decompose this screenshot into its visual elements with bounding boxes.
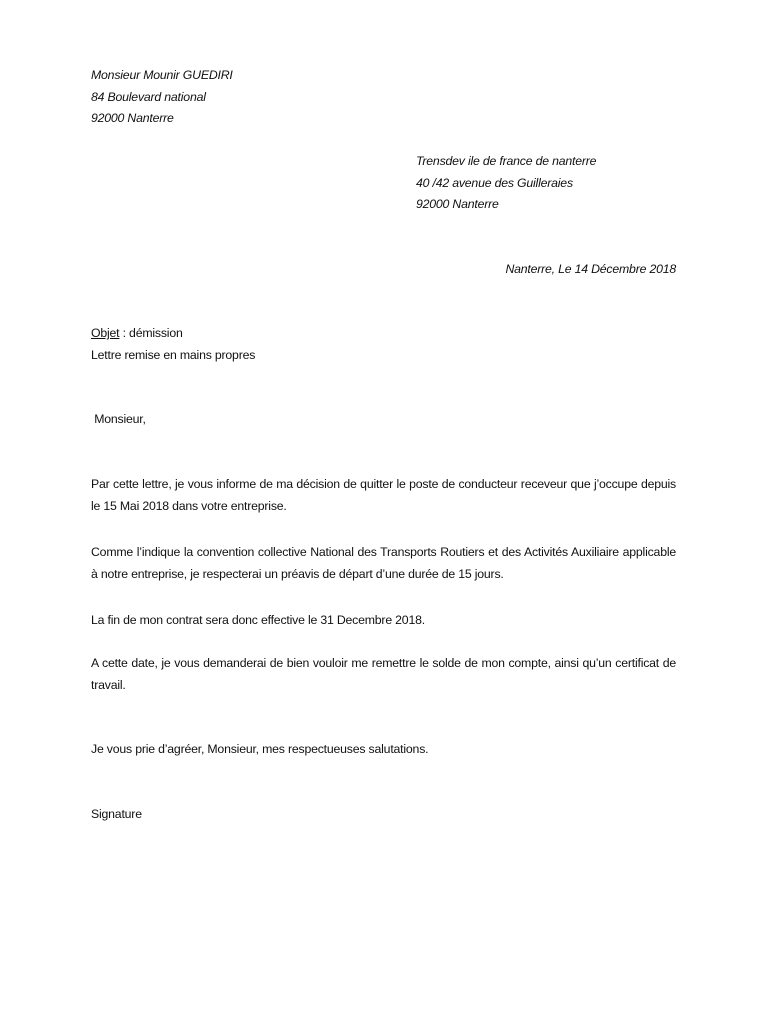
body-paragraph-2: Comme l’indique la convention collective National des Transports Routiers et des Activités Auxiliaire applicable à notre entreprise, je respecterai un préavis de départ d’une durée de 15 jours. <box>91 545 676 581</box>
subject-label: Objet <box>91 326 120 340</box>
signature-placeholder: Signature <box>91 807 142 821</box>
subject-text: : démission <box>119 326 183 340</box>
body-paragraph-3: La fin de mon contrat sera donc effective le 31 Decembre 2018. <box>91 613 425 627</box>
body-paragraph-4: A cette date, je vous demanderai de bien vouloir me remettre le solde de mon compte, ainsi qu’un certificat de travail. <box>91 656 676 692</box>
salutation <box>91 409 146 431</box>
subject-block <box>91 323 255 366</box>
sender-street: 84 Boulevard national <box>91 89 206 104</box>
recipient-city: 92000 Nanterre <box>416 197 499 211</box>
closing-formula: Je vous prie d’agréer, Monsieur, mes respectueuses salutations. <box>91 742 429 756</box>
salutation-text: Monsieur, <box>91 412 146 426</box>
delivery-note: Lettre remise en mains propres <box>91 347 256 362</box>
recipient-address-block <box>416 151 596 216</box>
sender-name: Monsieur Mounir GUEDIRI <box>91 68 233 82</box>
recipient-name: Trensdev ile de france de nanterre <box>416 154 597 168</box>
date-line: Nanterre, Le 14 Décembre 2018 <box>505 262 676 276</box>
sender-address-block <box>91 65 233 130</box>
body-paragraph-1: Par cette lettre, je vous informe de ma décision de quitter le poste de conducteur receveur que j’occupe depuis le 15 Mai 2018 dans votre entreprise. <box>91 477 676 513</box>
subject-line <box>91 323 255 345</box>
sender-city: 92000 Nanterre <box>91 111 174 125</box>
recipient-street: 40 /42 avenue des Guilleraies <box>416 175 573 190</box>
